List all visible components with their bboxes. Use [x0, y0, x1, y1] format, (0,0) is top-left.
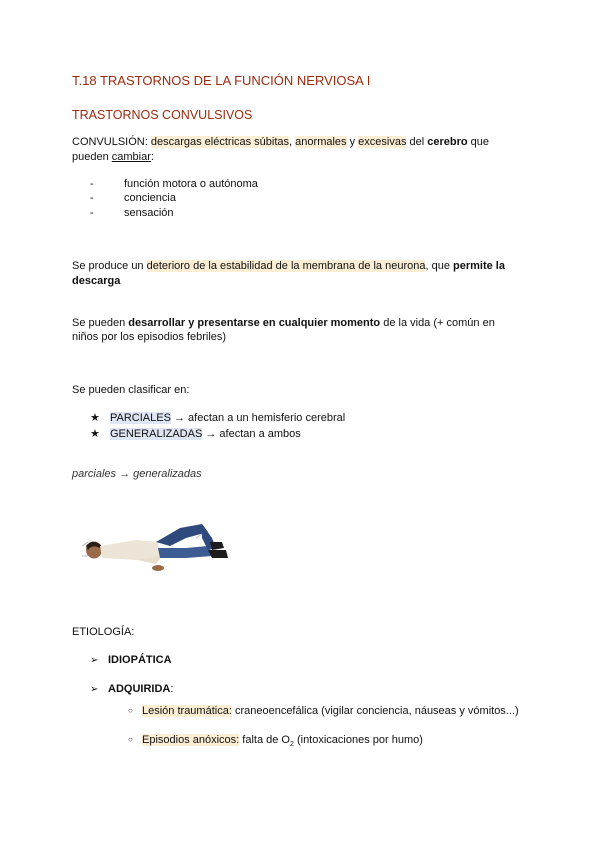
list-item-text: → afectan a ambos [202, 428, 301, 440]
list-item-text: falta de O [239, 734, 290, 746]
star-icon: ★ [90, 412, 100, 424]
etiologia-heading: ETIOLOGÍA: [72, 626, 135, 638]
text: Se pueden [72, 317, 129, 329]
highlight-deterioro: deterioro de la estabilidad de la membrana de la neurona [146, 260, 426, 272]
list-item-text: craneoencefálica (vigilar conciencia, náuseas y vómitos...) [231, 705, 519, 717]
sub-list-item [128, 734, 423, 748]
text: del [406, 136, 428, 148]
highlight-parciales: PARCIALES [110, 412, 171, 424]
shirt [100, 540, 160, 560]
underlined-cambiar: cambiar [111, 151, 151, 163]
definition-line-1 [72, 136, 489, 148]
text: : [150, 151, 154, 163]
highlight-anormales: anormales [295, 136, 347, 148]
italic-note: parciales → generalizadas [72, 468, 202, 480]
shoe [210, 542, 224, 550]
person-lying-illustration [78, 512, 238, 574]
list-item-text: función motora o autónoma [124, 178, 258, 190]
shoe [208, 550, 228, 558]
page-title: T.18 TRASTORNOS DE LA FUNCIÓN NERVIOSA I [72, 73, 371, 88]
paragraph-1-line-2 [72, 275, 120, 287]
dash-marker: - [90, 178, 94, 190]
highlight-generalizadas: GENERALIZADAS [110, 428, 203, 440]
paragraph-2-line-2 [72, 331, 226, 343]
bold-idiopatica: IDIOPÁTICA [108, 654, 172, 666]
arrowhead-icon: ➢ [90, 684, 99, 695]
star-icon: ★ [90, 428, 100, 440]
list-item-text: conciencia [124, 192, 176, 204]
circle-bullet-icon: ○ [128, 706, 133, 715]
paragraph-3: Se pueden clasificar en: [72, 384, 190, 396]
star-list-item [90, 427, 301, 440]
arrow-list-item [90, 683, 173, 695]
list-item-text: → afectan a un hemisferio cerebral [170, 412, 346, 424]
definition-lead: CONVULSIÓN: [72, 136, 151, 148]
arrowhead-icon: ➢ [90, 655, 99, 666]
leg-lower [158, 546, 212, 558]
text: pueden [72, 151, 112, 163]
list-item-text: (intoxicaciones por humo) [293, 734, 423, 746]
highlight-descargas: descargas eléctricas súbitas [150, 136, 290, 148]
text: de la vida (+ común en [380, 317, 495, 329]
text: niños por los episodios febriles) [72, 331, 227, 343]
highlight-anoxicos: Episodios anóxicos: [142, 734, 240, 746]
text: : [170, 683, 174, 695]
sep: , [289, 136, 296, 148]
circle-bullet-icon: ○ [128, 735, 133, 744]
highlight-lesion: Lesión traumática: [142, 705, 232, 717]
dash-marker: - [90, 207, 94, 219]
dash-marker: - [90, 192, 94, 204]
definition-line-2 [72, 151, 154, 163]
list-item-text: sensación [124, 207, 174, 219]
text: Se produce un [72, 260, 147, 272]
subscript: 2 [290, 741, 294, 749]
list-item [90, 207, 174, 219]
bold-permite: permite la [453, 260, 505, 272]
section-heading: TRASTORNOS CONVULSIVOS [72, 108, 253, 122]
list-item [90, 178, 258, 190]
sub-list-item [128, 705, 519, 717]
bold-cerebro: cerebro [427, 136, 468, 148]
paragraph-2-line-1 [72, 317, 495, 329]
list-item [90, 192, 176, 204]
hand [152, 565, 164, 571]
bold-adquirida: ADQUIRIDA [108, 683, 171, 695]
text: que [467, 136, 490, 148]
arrow-list-item [90, 654, 172, 666]
bold-descarga: descarga [72, 275, 121, 287]
bold-desarrollar: desarrollar y presentarse en cualquier momento [128, 317, 381, 329]
star-list-item [90, 411, 345, 424]
text: , que [425, 260, 454, 272]
sep: y [346, 136, 359, 148]
paragraph-1-line-1 [72, 260, 505, 272]
highlight-excesivas: excesivas [358, 136, 407, 148]
